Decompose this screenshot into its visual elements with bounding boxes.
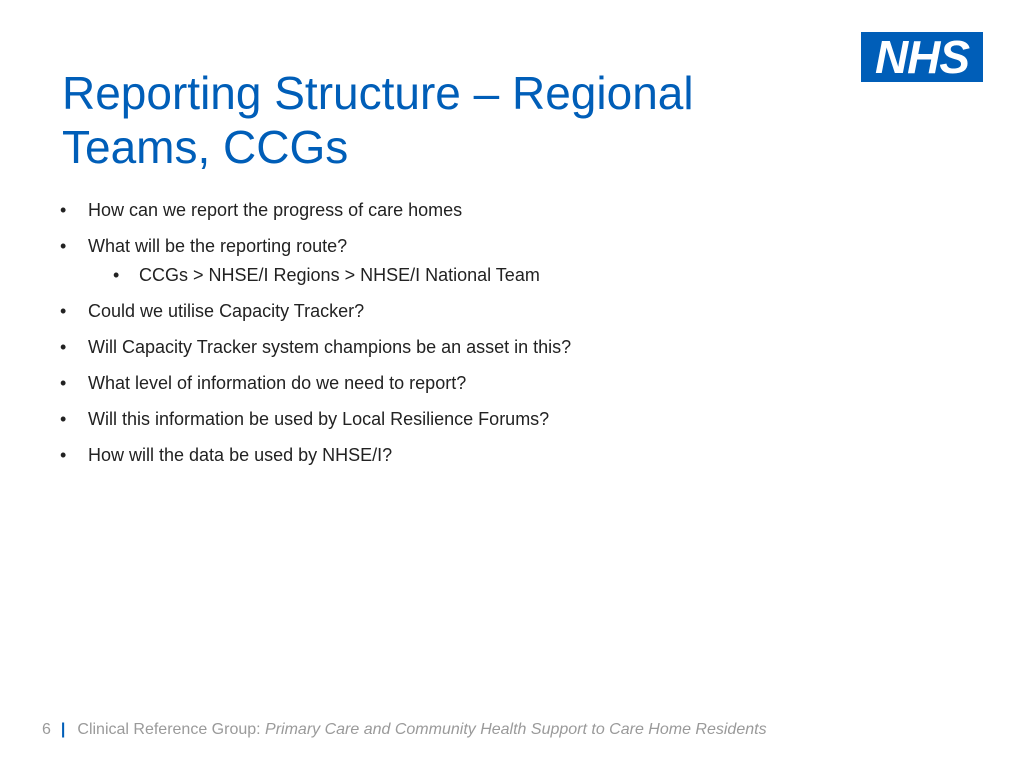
bullet-item	[58, 336, 818, 358]
slide-title: Reporting Structure – Regional Teams, CCGs	[62, 67, 694, 173]
page-number: 6	[42, 721, 51, 738]
bullet-text: What level of information do we need to report?	[88, 373, 467, 393]
bullet-item	[58, 300, 818, 322]
footer-group: Clinical Reference Group:	[77, 721, 266, 738]
bullet-text: How will the data be used by NHSE/I?	[88, 445, 393, 465]
footer-separator: |	[60, 721, 66, 738]
bullet-item	[58, 444, 818, 466]
nhs-logo	[861, 32, 983, 82]
bullet-text: Will this information be used by Local Resilience Forums?	[88, 409, 550, 429]
bullet-text: How can we report the progress of care homes	[88, 200, 463, 220]
footer-subtitle: Primary Care and Community Health Support to Care Home Residents	[265, 721, 767, 738]
sub-bullet-item	[88, 264, 818, 286]
bullet-text: Will Capacity Tracker system champions be an asset in this?	[88, 337, 572, 357]
slide-footer	[42, 720, 767, 740]
bullet-item	[58, 199, 818, 221]
nhs-logo-text: NHS	[874, 31, 970, 83]
bullet-item	[58, 235, 818, 286]
bullet-text: What will be the reporting route?	[88, 236, 348, 256]
bullet-text: Could we utilise Capacity Tracker?	[88, 301, 365, 321]
bullet-item	[58, 372, 818, 394]
bullet-item	[58, 408, 818, 430]
bullet-list	[58, 199, 818, 480]
sub-bullet-list	[88, 264, 818, 286]
sub-bullet-text: CCGs > NHSE/I Regions > NHSE/I National Team	[139, 265, 540, 285]
